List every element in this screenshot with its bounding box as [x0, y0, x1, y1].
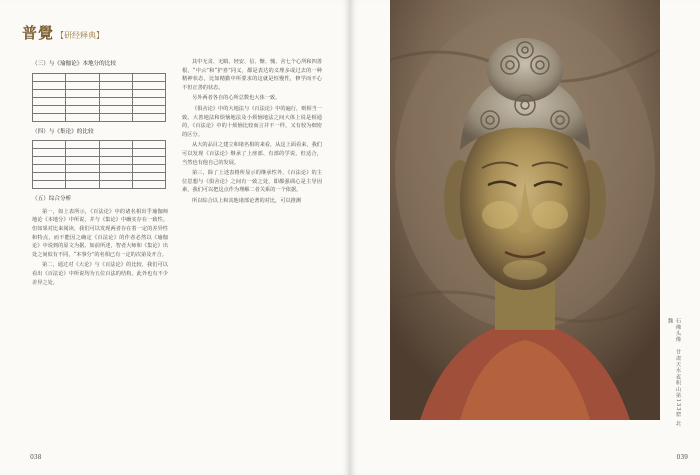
table-cell [99, 165, 132, 173]
paragraph: 第一，如上表所示，《百法论》中的诸名相出乎瑜伽师地论《本地分》中所说，并与《集论》中确实存在一致性。但如果对比来阅读，我们可以发现两者存在着一定的差异性和特点，而不能因之确定《百法论》的作者必然以《瑜伽论》中说到的原文为据。如前所述，智者大师和《集论》出处之间似有不同，“本事分”的名相已有一定的次第及开合。 [32, 208, 168, 258]
page-number: 039 [676, 454, 688, 461]
table-cell [66, 157, 99, 165]
paragraph: 所以综合以上和其他诸部论著的对比，可以推测 [192, 197, 301, 204]
right-column [182, 58, 322, 208]
table-cell [33, 165, 66, 173]
comparison-table-1 [32, 73, 166, 122]
table-cell [99, 81, 132, 89]
table-cell [66, 113, 99, 121]
table-cell [132, 165, 165, 173]
table-cell [66, 105, 99, 113]
photo-caption: 石佛头像 甘肃天水麦积山第133窟 北魏 [667, 318, 681, 427]
table-row [33, 105, 166, 113]
table-cell [99, 141, 132, 149]
table-cell [66, 141, 99, 149]
table-row [33, 97, 166, 105]
table-row [33, 157, 166, 165]
table-cell [33, 157, 66, 165]
table-cell [33, 81, 66, 89]
right-page [350, 0, 700, 475]
table-row [33, 181, 166, 189]
comparison-table-2 [32, 140, 166, 189]
table-cell [33, 89, 66, 97]
buddha-statue-image [390, 0, 660, 420]
table-cell [99, 181, 132, 189]
table-cell [132, 97, 165, 105]
table-cell [99, 105, 132, 113]
table-cell [132, 173, 165, 181]
table-cell [99, 73, 132, 81]
table-cell [99, 173, 132, 181]
table-cell [33, 173, 66, 181]
table-row [33, 73, 166, 81]
section-title-4: （四）与《集论》的比较 [32, 128, 94, 135]
table-cell [132, 73, 165, 81]
paragraph: 第三，除了上述表格所显示的继承性外，《百法论》的主位思想与《俱舍论》之间有一致之处，即都强调心是主导因素，我们可以把这点作为理解二者关系的一个依据。 [182, 170, 322, 194]
table-row [33, 141, 166, 149]
section-title-3: （三）与《瑜伽论》本地分的比较 [32, 61, 116, 67]
table-row [33, 113, 166, 121]
table-cell [66, 97, 99, 105]
table-cell [66, 73, 99, 81]
table-cell [132, 105, 165, 113]
table-cell [66, 149, 99, 157]
table-cell [132, 81, 165, 89]
table-row [33, 81, 166, 89]
table-cell [99, 113, 132, 121]
table-cell [132, 149, 165, 157]
paragraph: 另外两者各自的心所总数也大体一致。 [192, 95, 281, 102]
table-cell [99, 149, 132, 157]
table-cell [99, 157, 132, 165]
table-row [33, 173, 166, 181]
table-cell [33, 141, 66, 149]
table-cell [132, 89, 165, 97]
table-row [33, 89, 166, 97]
paragraph: 从大的品目之建立和诸名相的来看，从这上面看来，我们可以发现《百法论》继承了上座部、有部的学说，但适合，当然也有他自己的发展。 [182, 142, 322, 166]
table-cell [132, 141, 165, 149]
paragraph: 第二，通过对《大论》与《百法论》的比较，我们可以看出《百法论》中所说均为五位百法的结构，此外也有不少差异之处。 [32, 262, 168, 286]
series-label: 【研经释典】 [56, 31, 105, 40]
table-cell [132, 113, 165, 121]
paragraph: 其中无贪、无瞋、轻安、信、惭、愧、舍七个心所和四善根，“中云”和“护喜”同义，都是表达的义理多或过去的一种精神状态，比如精勤中所要求的这就是恒慢性，修学而不心不但正善的状态。 [182, 59, 322, 91]
table-cell [33, 97, 66, 105]
table-cell [132, 157, 165, 165]
brand-logo: 普覺 [22, 24, 55, 42]
left-column [32, 58, 168, 289]
table-cell [66, 165, 99, 173]
table-cell [66, 89, 99, 97]
table-cell [66, 181, 99, 189]
table-cell [99, 89, 132, 97]
table-cell [33, 73, 66, 81]
buddha-head-photo [390, 0, 660, 420]
table-cell [132, 181, 165, 189]
table-row [33, 149, 166, 157]
table-row [33, 165, 166, 173]
paragraph: 《俱舍论》中的大地法与《百法论》中的遍行，则相当一致。大善地法和烦恼地法及小烦恼地法之间大体上说是相通的，《百法论》中的十烦恼比较而言并不一样，又有较为细密的区分。 [182, 105, 322, 138]
table-cell [99, 97, 132, 105]
table-cell [33, 105, 66, 113]
table-cell [33, 181, 66, 189]
table-cell [33, 113, 66, 121]
table-cell [66, 173, 99, 181]
page-number: 038 [30, 454, 42, 461]
page-header [22, 22, 104, 43]
section-title-5: （五）综合分析 [32, 196, 72, 203]
table-cell [33, 149, 66, 157]
table-cell [66, 81, 99, 89]
